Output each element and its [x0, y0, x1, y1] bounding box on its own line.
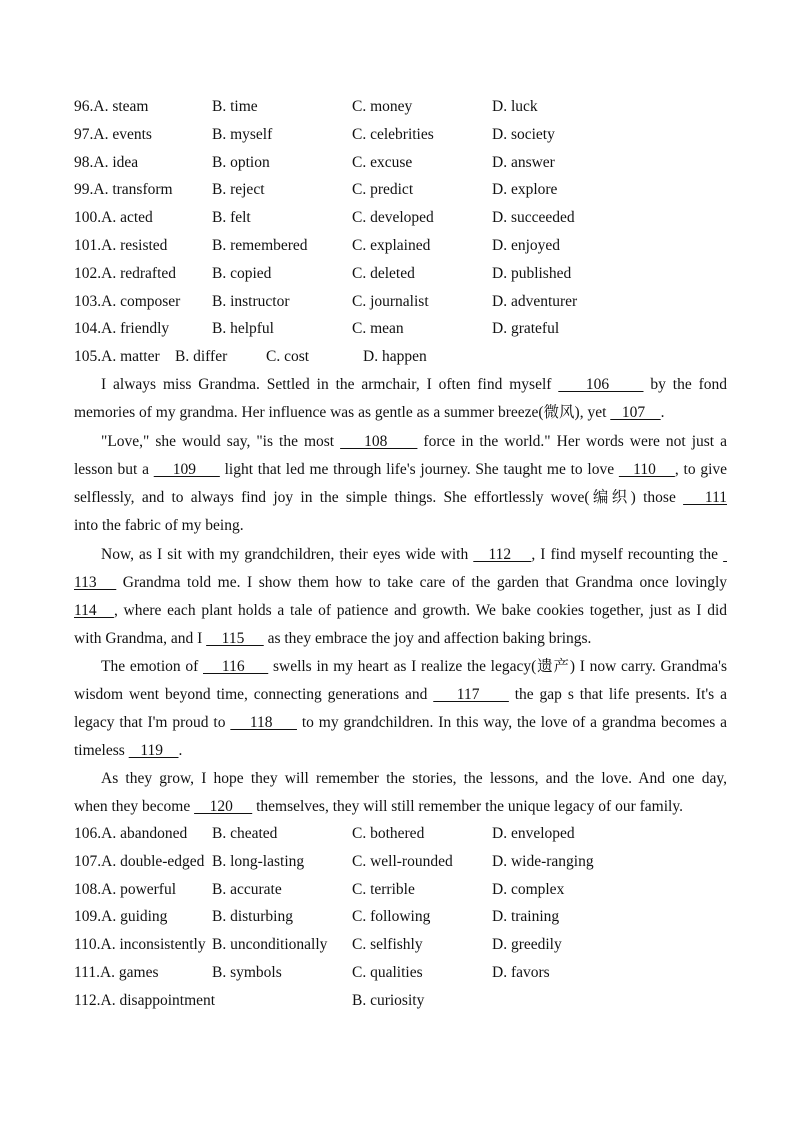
option-a: 101.A. resisted: [74, 237, 168, 254]
option-c: C. developed: [352, 209, 434, 227]
answer-blank: 111: [683, 489, 727, 506]
answer-blank: 115: [206, 630, 264, 647]
option-d: D. training: [492, 908, 560, 926]
answer-blank: [723, 546, 727, 563]
option-d: D. greedily: [492, 936, 562, 954]
option-b: B. accurate: [212, 880, 282, 898]
text-line: [74, 371, 727, 399]
answer-blank: 110: [618, 461, 675, 478]
option-c: C. money: [352, 98, 413, 115]
answer-blank: 120: [194, 798, 253, 815]
text-line: [74, 569, 727, 597]
text-line: [74, 456, 727, 484]
passage-text: wisdom went beyond time, connecting generations and: [74, 686, 434, 703]
option-b: B. curiosity: [352, 992, 425, 1009]
text-line: [74, 399, 727, 427]
passage-text: "Love," she would say, "is the most: [101, 433, 341, 450]
option-a: 104.A. friendly: [74, 320, 170, 338]
option-a: 111.A. games: [74, 964, 159, 981]
option-c: C. selfishly: [352, 936, 423, 954]
passage-text: to my grandchildren. In this way, the love of a grandma becomes a: [296, 714, 727, 731]
option-c: C. following: [352, 908, 431, 926]
passage-text: into the fabric of my being.: [74, 517, 244, 534]
option-a: 99.A. transform: [74, 181, 173, 199]
text-line: [74, 541, 727, 569]
text-line: [74, 793, 727, 821]
text-line: [74, 709, 727, 737]
answer-blank: 116: [203, 658, 269, 675]
option-d: D. published: [492, 264, 572, 282]
option-b: B. unconditionally: [212, 936, 328, 954]
option-b: B. time: [212, 98, 258, 115]
option-c: C. excuse: [352, 153, 413, 171]
option-b: B. helpful: [212, 320, 274, 338]
option-a: 110.A. inconsistently: [74, 936, 206, 954]
option-d: D. enjoyed: [492, 237, 561, 254]
option-d: D. society: [492, 125, 555, 143]
answer-blank: 109: [153, 461, 220, 478]
option-a: 109.A. guiding: [74, 908, 168, 926]
passage-text: selflessly, and to always find joy in the simple things. She effortlessly wove(编织) those: [74, 489, 684, 506]
passage-text: .: [660, 404, 665, 421]
text-line: [74, 737, 727, 765]
answer-blank: 112: [473, 546, 532, 563]
option-c: C. predict: [352, 181, 414, 199]
option-d: D. succeeded: [492, 209, 575, 227]
answer-blank: 114: [74, 602, 114, 619]
passage-text: Now, as I sit with my grandchildren, their eyes wide with: [101, 546, 474, 563]
option-a: 100.A. acted: [74, 209, 153, 227]
answer-blank: 119: [128, 742, 179, 759]
paragraph-4: [74, 653, 727, 765]
passage-text: force in the world." Her words were not just a: [417, 433, 727, 450]
option-b: B. remembered: [212, 237, 308, 254]
option-b: B. reject: [212, 181, 265, 199]
option-b: B. cheated: [212, 825, 278, 842]
passage-text: As they grow, I hope they will remember the stories, the lessons, and the love. And one day,: [101, 770, 727, 787]
option-d: D. explore: [492, 181, 558, 199]
passage-text: as they embrace the joy and affection baking brings.: [263, 630, 592, 647]
answer-blank: 108: [340, 433, 418, 450]
paragraph-1: [74, 371, 727, 427]
option-a: 106.A. abandoned: [74, 825, 188, 842]
passage-text: , I find myself recounting the: [531, 546, 724, 563]
text-line: [74, 765, 727, 793]
passage-text: memories of my grandma. Her influence was as gentle as a summer breeze(微风), yet: [74, 404, 611, 421]
option-d: D. complex: [492, 880, 565, 898]
option-b: B. differ: [175, 348, 228, 365]
option-b: B. felt: [212, 209, 251, 227]
paragraph-3: [74, 541, 727, 653]
passage-text: lesson but a: [74, 461, 154, 478]
option-d: D. grateful: [492, 320, 560, 338]
option-b: B. myself: [212, 125, 273, 143]
option-b: B. copied: [212, 264, 272, 282]
passage-text: .: [178, 742, 183, 759]
option-a: 97.A. events: [74, 125, 152, 143]
option-c: C. well-rounded: [352, 852, 453, 870]
option-b: B. instructor: [212, 292, 290, 310]
option-c: C. qualities: [352, 964, 423, 981]
passage-text: timeless: [74, 742, 129, 759]
option-d: D. answer: [492, 153, 555, 171]
option-b: B. symbols: [212, 964, 282, 981]
option-a: 105.A. matter: [74, 348, 160, 365]
option-c: C. celebrities: [352, 125, 434, 143]
option-c: C. bothered: [352, 825, 425, 842]
passage-text: the gap s that life presents. It's a: [508, 686, 727, 703]
passage-text: with Grandma, and I: [74, 630, 207, 647]
option-c: C. mean: [352, 320, 404, 338]
option-c: C. explained: [352, 237, 431, 254]
paragraph-5: [74, 765, 727, 821]
option-a: 103.A. composer: [74, 292, 181, 310]
option-a: 98.A. idea: [74, 153, 139, 171]
text-line: [74, 681, 727, 709]
text-line: [74, 653, 727, 681]
passage-text: swells in my heart as I realize the legacy(遗产) I now carry. Grandma's: [268, 658, 727, 675]
option-d: D. happen: [363, 348, 427, 365]
option-d: D. wide-ranging: [492, 852, 594, 870]
text-line: [74, 512, 727, 540]
passage-text: by the fond: [643, 376, 727, 393]
passage-text: , where each plant holds a tale of patience and growth. We bake cookies together, just as I did: [113, 602, 728, 619]
option-d: D. luck: [492, 98, 538, 115]
answer-blank: 113: [74, 574, 117, 591]
answer-blank: 117: [433, 686, 509, 703]
text-line: [74, 625, 727, 653]
option-a: 96.A. steam: [74, 98, 149, 115]
option-d: D. enveloped: [492, 825, 575, 842]
text-line: [74, 597, 727, 625]
option-a: 107.A. double-edged: [74, 852, 205, 870]
option-a: 108.A. powerful: [74, 880, 177, 898]
option-c: C. deleted: [352, 264, 415, 282]
option-c: C. journalist: [352, 292, 429, 310]
option-d: D. favors: [492, 964, 550, 981]
option-c: C. cost: [266, 348, 310, 365]
option-a: 112.A. disappointment: [74, 992, 216, 1009]
option-d: D. adventurer: [492, 292, 578, 310]
answer-blank: 118: [230, 714, 297, 731]
answer-blank: 107: [610, 404, 661, 421]
passage-text: , to give: [674, 461, 728, 478]
paragraph-2: [74, 428, 727, 540]
passage-text: I always miss Grandma. Settled in the armchair, I often find myself: [101, 376, 559, 393]
option-b: B. long-lasting: [212, 852, 305, 870]
option-b: B. disturbing: [212, 908, 293, 926]
passage-text: themselves, they will still remember the unique legacy of our family.: [252, 798, 683, 815]
option-c: C. terrible: [352, 880, 415, 898]
passage-text: legacy that I'm proud to: [74, 714, 231, 731]
answer-blank: 106: [558, 376, 644, 393]
option-a: 102.A. redrafted: [74, 264, 176, 282]
passage-text: Grandma told me. I show them how to take care of the garden that Grandma once lovingly: [116, 574, 728, 591]
passage-text: The emotion of: [101, 658, 203, 675]
text-line: [74, 428, 727, 456]
text-line: [74, 484, 727, 512]
option-b: B. option: [212, 153, 270, 171]
passage-text: when they become: [74, 798, 195, 815]
passage-text: light that led me through life's journey. She taught me to love: [219, 461, 619, 478]
